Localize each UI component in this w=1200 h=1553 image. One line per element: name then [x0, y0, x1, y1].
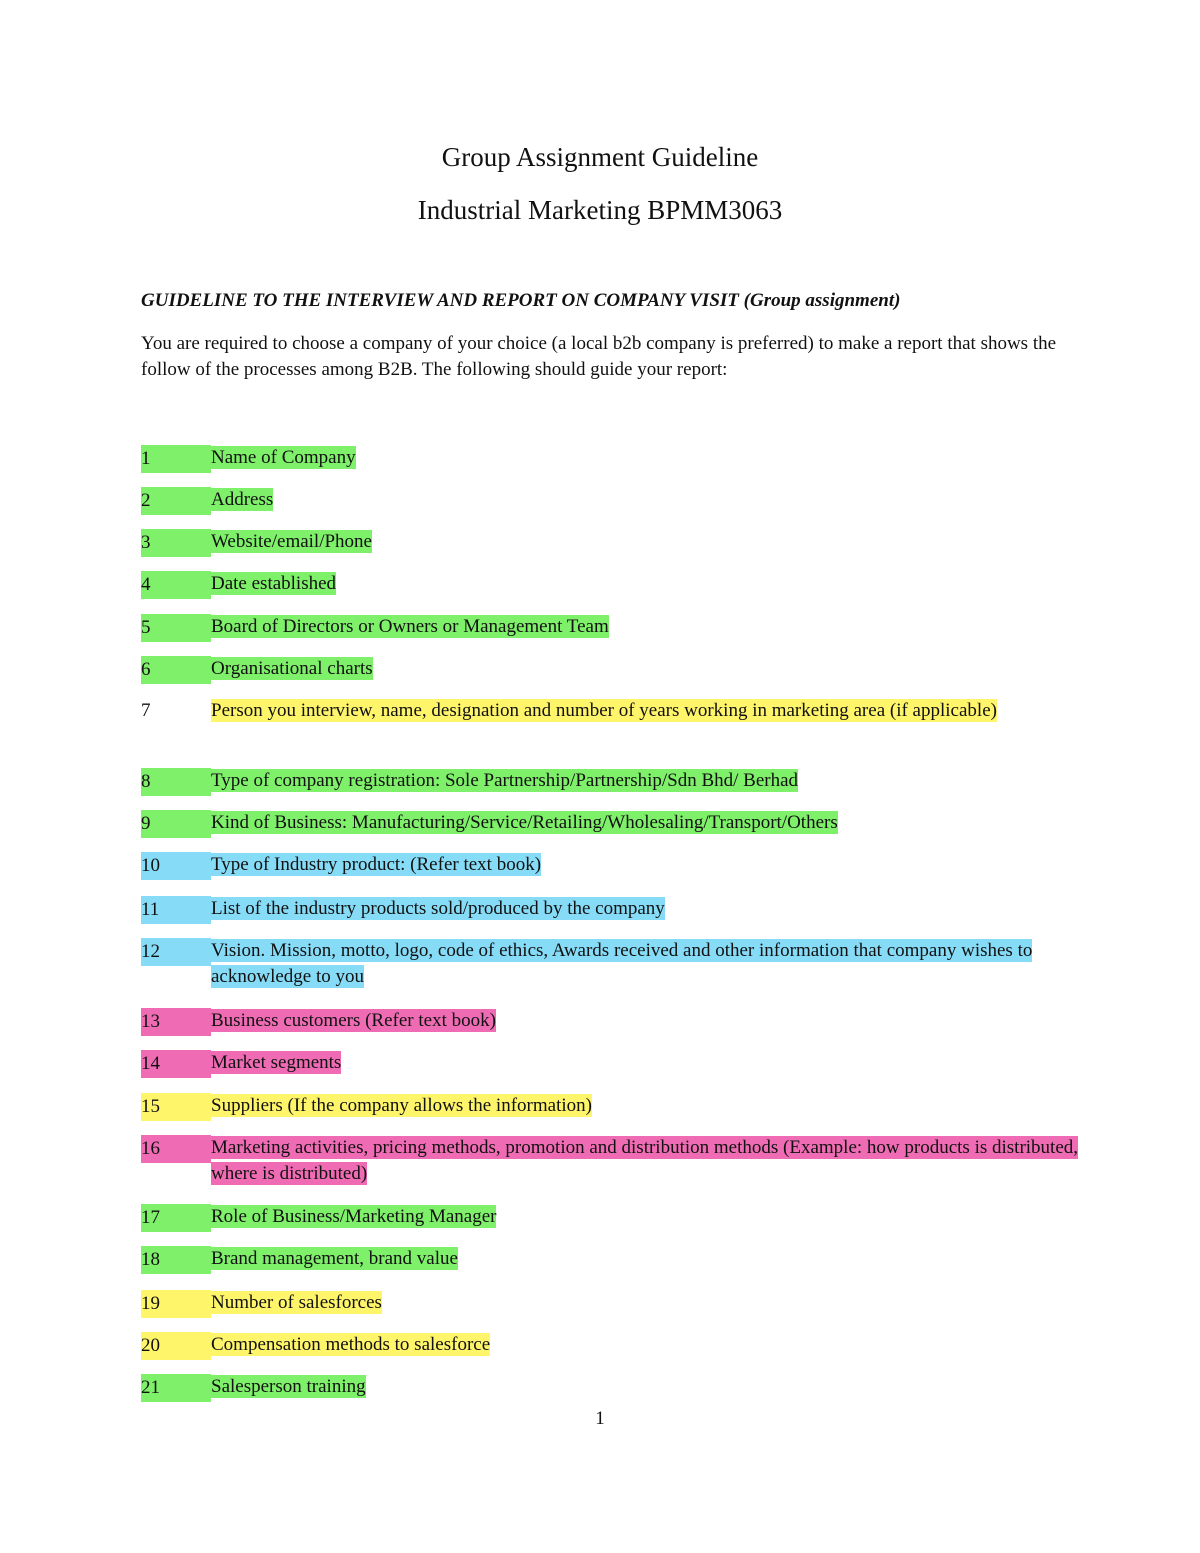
list-item-text-wrap: [211, 1332, 1091, 1358]
list-item-text: Website/email/Phone: [211, 531, 372, 552]
page-number: 1: [595, 1408, 605, 1429]
list-item-text: Marketing activities, pricing methods, promotion and distribution methods (Example: how products is distributed, where is distributed): [211, 1137, 1079, 1184]
list-item-text: Address: [211, 489, 274, 510]
list-item-number: 1: [141, 445, 211, 473]
list-item-text-wrap: [211, 614, 1091, 640]
list-item-number: 12: [141, 938, 211, 966]
document-title: Group Assignment Guideline: [441, 142, 759, 172]
list-item-text: Business customers (Refer text book): [211, 1010, 496, 1031]
list-item-text-wrap: [211, 698, 1091, 724]
list-item-number: 13: [141, 1008, 211, 1036]
list-item-number: 19: [141, 1290, 211, 1318]
list-item-text: Name of Company: [211, 447, 356, 468]
list-item-text: Type of company registration: Sole Partnership/Partnership/Sdn Bhd/ Berhad: [211, 770, 799, 791]
list-item-number: 8: [141, 768, 211, 796]
list-item-text-wrap: [211, 1093, 1091, 1119]
list-item-text: Organisational charts: [211, 658, 373, 679]
list-item-text-wrap: [211, 1374, 1091, 1400]
list-item-text-wrap: [211, 445, 1091, 471]
list-item-text-wrap: [211, 656, 1091, 682]
list-item-text-wrap: [211, 810, 1091, 836]
list-item-text-wrap: [211, 571, 1091, 597]
list-item-text: Compensation methods to salesforce: [211, 1334, 491, 1355]
list-item-text: Salesperson training: [211, 1376, 366, 1397]
list-item-number: 11: [141, 896, 211, 924]
list-item-text: Vision. Mission, motto, logo, code of ethics, Awards received and other information that company wishes to acknowledge to you: [211, 940, 1033, 987]
list-item-text-wrap: [211, 1050, 1091, 1076]
list-item-text-wrap: [211, 1204, 1091, 1230]
section-heading: GUIDELINE TO THE INTERVIEW AND REPORT ON COMPANY VISIT (Group assignment): [141, 290, 901, 311]
list-item-number: 15: [141, 1093, 211, 1121]
list-item-number: 21: [141, 1374, 211, 1402]
list-item-text-wrap: [211, 487, 1091, 513]
list-item-number: 17: [141, 1204, 211, 1232]
document-subtitle: Industrial Marketing BPMM3063: [417, 195, 783, 225]
list-item-text: Brand management, brand value: [211, 1248, 458, 1269]
list-item-text: Market segments: [211, 1052, 342, 1073]
list-item-number: 18: [141, 1246, 211, 1274]
list-item-text-wrap: [211, 529, 1091, 555]
list-item-text-wrap: [211, 896, 1091, 922]
list-item-text-wrap: [211, 938, 1091, 990]
list-item-text: Board of Directors or Owners or Management Team: [211, 616, 609, 637]
list-item-text-wrap: [211, 1246, 1091, 1272]
list-item-text-wrap: [211, 1135, 1091, 1187]
list-item-number: 14: [141, 1050, 211, 1078]
list-item-text: Type of Industry product: (Refer text book): [211, 854, 542, 875]
list-item-text-wrap: [211, 852, 1091, 878]
intro-paragraph: You are required to choose a company of your choice (a local b2b company is preferred) to make a report that shows the follow of the processes among B2B. The following should guide your report:: [141, 333, 1057, 380]
list-item-text: Kind of Business: Manufacturing/Service/Retailing/Wholesaling/Transport/Others: [211, 812, 838, 833]
list-item-number: 9: [141, 810, 211, 838]
list-item-text: Person you interview, name, designation and number of years working in marketing area (if applicable): [211, 700, 997, 721]
list-item-text: Number of salesforces: [211, 1292, 382, 1313]
list-item-number: 6: [141, 656, 211, 684]
list-item-text: Date established: [211, 573, 337, 594]
list-item-number: 20: [141, 1332, 211, 1360]
list-item-number: 4: [141, 571, 211, 599]
list-item-text-wrap: [211, 768, 1091, 794]
list-item-text-wrap: [211, 1008, 1091, 1034]
list-item-text: Role of Business/Marketing Manager: [211, 1206, 497, 1227]
list-item-text: Suppliers (If the company allows the information): [211, 1095, 592, 1116]
list-item-number: 7: [141, 700, 151, 721]
list-item-number: 5: [141, 614, 211, 642]
list-item-number: 10: [141, 852, 211, 880]
list-item-text-wrap: [211, 1290, 1091, 1316]
list-item-number: 2: [141, 487, 211, 515]
list-item-number: 16: [141, 1135, 211, 1163]
list-item-text: List of the industry products sold/produced by the company: [211, 898, 665, 919]
list-item-number: 3: [141, 529, 211, 557]
